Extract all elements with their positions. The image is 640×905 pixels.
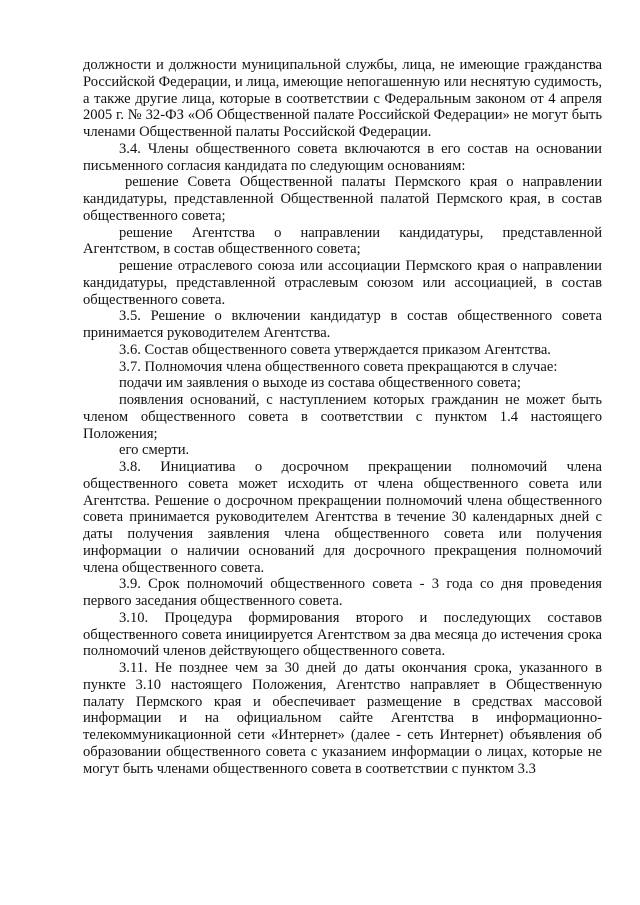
paragraph-3-8: 3.8. Инициатива о досрочном прекращении полномочий члена общественного совета может исходить от члена общественного совета или Агентства. Решение о досрочном прекращении полномочий члена общественного совета принимается руководителем Агентства в течение 30 календарных дней с даты получения заявления члена общественного совета или получения информации о наличии оснований для досрочного прекращения полномочий члена общественного совета. bbox=[83, 459, 602, 576]
paragraph-3-9: 3.9. Срок полномочий общественного совета - 3 года со дня проведения первого заседания общественного совета. bbox=[83, 576, 602, 609]
paragraph-continuation: должности и должности муниципальной службы, лица, не имеющие гражданства Российской Федерации, и лица, имеющие непогашенную или неснятую судимость, а также другие лица, которые в соответствии с Федеральным законом от 4 апреля 2005 г. № 32-ФЗ «Об Общественной палате Российской Федерации» не могут быть членами Общественной палаты Российской Федерации. bbox=[83, 57, 602, 140]
paragraph-3-7-item-1: подачи им заявления о выходе из состава общественного совета; bbox=[119, 375, 521, 392]
paragraph-3-4-item-1: решение Совета Общественной палаты Пермского края о направлении кандидатуры, представленной Общественной палатой Пермского края, в состав общественного совета; bbox=[83, 174, 602, 224]
paragraph-3-7: 3.7. Полномочия члена общественного совета прекращаются в случае: bbox=[119, 358, 558, 375]
paragraph-3-5: 3.5. Решение о включении кандидатур в состав общественного совета принимается руководителем Агентства. bbox=[83, 308, 602, 341]
paragraph-3-4: 3.4. Члены общественного совета включаются в его состав на основании письменного согласия кандидата по следующим основаниям: bbox=[83, 140, 602, 174]
paragraph-3-7-item-3: его смерти. bbox=[119, 442, 190, 459]
paragraph-3-4-item-3: решение отраслевого союза или ассоциации Пермского края о направлении кандидатуры, представленной отраслевым союзом или ассоциацией, в состав общественного совета. bbox=[83, 258, 602, 308]
paragraph-3-11: 3.11. Не позднее чем за 30 дней до даты окончания срока, указанного в пункте 3.10 настоящего Положения, Агентство направляет в Общественную палату Пермского края и обеспечивает размещение в средствах массовой информации и на официальном сайте Агентства в информационно-телекоммуникационной сети «Интернет» (далее - сеть Интернет) объявления об образовании общественного совета с указанием информации о лицах, которые не могут быть членами общественного совета в соответствии с пунктом 3.3 bbox=[83, 660, 602, 777]
paragraph-3-4-item-2: решение Агентства о направлении кандидатуры, представленной Агентством, в состав общественного совета; bbox=[83, 224, 602, 258]
paragraph-3-6: 3.6. Состав общественного совета утверждается приказом Агентства. bbox=[119, 341, 551, 358]
paragraph-3-10: 3.10. Процедура формирования второго и последующих составов общественного совета инициируется Агентством за два месяца до истечения срока полномочий членов действующего общественного совета. bbox=[83, 609, 602, 660]
paragraph-3-7-item-2: появления оснований, с наступлением которых гражданин не может быть членом общественного совета в соответствии с пунктом 1.4 настоящего Положения; bbox=[83, 392, 602, 442]
